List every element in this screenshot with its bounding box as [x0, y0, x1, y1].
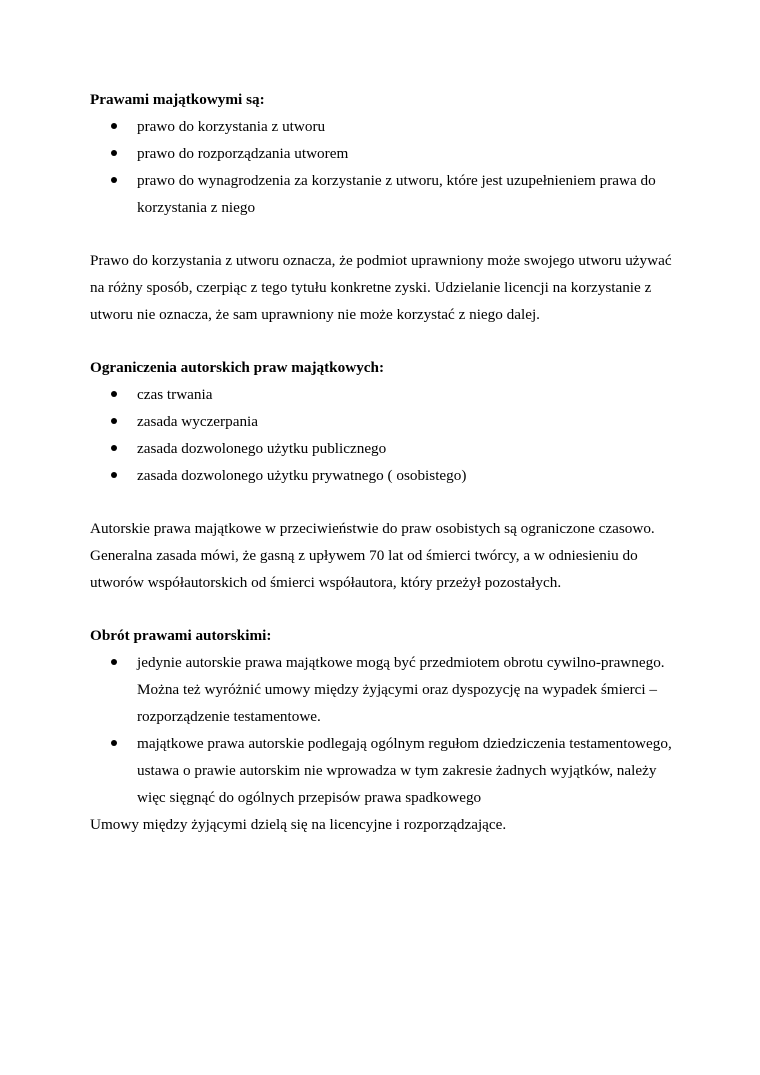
- list-item: [90, 649, 680, 730]
- section-heading-trading: Obrót prawami autorskimi:: [90, 627, 272, 644]
- bullet-icon: [111, 177, 117, 183]
- paragraph-right-to-use: Prawo do korzystania z utworu oznacza, że podmiot uprawniony może swojego utworu używać na różny sposób, czerpiąc z tego tytułu konkretne zyski. Udzielanie licencji na korzystanie z utworu nie oznacza, że sam uprawniony nie może korzystać z niego dalej.: [90, 252, 672, 323]
- list-item: [90, 408, 680, 435]
- bullet-icon: [111, 150, 117, 156]
- trading-list: [90, 649, 680, 811]
- list-item: [90, 140, 680, 167]
- list-item-text: zasada dozwolonego użytku prywatnego ( osobistego): [137, 467, 467, 484]
- bullet-icon: [111, 445, 117, 451]
- spacer: [90, 221, 680, 247]
- list-item-text: prawo do rozporządzania utworem: [137, 145, 349, 162]
- paragraph-agreements: Umowy między żyjącymi dzielą się na licencyjne i rozporządzające.: [90, 816, 507, 833]
- document-content: [90, 86, 680, 838]
- bullet-icon: [111, 740, 117, 746]
- list-item-text: jedynie autorskie prawa majątkowe mogą być przedmiotem obrotu cywilno-prawnego. Można też wyróżnić umowy między żyjącymi oraz dyspozycję na wypadek śmierci – rozporządzenie testamentowe.: [137, 654, 665, 725]
- list-item: [90, 435, 680, 462]
- bullet-icon: [111, 123, 117, 129]
- section-heading-property-rights: Prawami majątkowymi są:: [90, 91, 265, 108]
- list-item-text: zasada dozwolonego użytku publicznego: [137, 440, 387, 457]
- list-item: [90, 730, 680, 811]
- spacer: [90, 328, 680, 354]
- list-item: [90, 462, 680, 489]
- list-item: [90, 381, 680, 408]
- list-item-text: majątkowe prawa autorskie podlegają ogólnym regułom dziedziczenia testamentowego, ustawa o prawie autorskim nie wprowadza w tym zakresie żadnych wyjątków, należy więc sięgnąć do ogólnych przepisów prawa spadkowego: [137, 735, 672, 806]
- list-item: [90, 113, 680, 140]
- bullet-icon: [111, 418, 117, 424]
- list-item-text: czas trwania: [137, 386, 213, 403]
- list-item-text: prawo do wynagrodzenia za korzystanie z utworu, które jest uzupełnieniem prawa do korzystania z niego: [137, 172, 656, 216]
- list-item-text: zasada wyczerpania: [137, 413, 258, 430]
- spacer: [90, 596, 680, 622]
- bullet-icon: [111, 391, 117, 397]
- list-item-text: prawo do korzystania z utworu: [137, 118, 326, 135]
- limitations-list: [90, 381, 680, 489]
- spacer: [90, 489, 680, 515]
- bullet-icon: [111, 659, 117, 665]
- property-rights-list: [90, 113, 680, 221]
- paragraph-time-limits: Autorskie prawa majątkowe w przeciwieństwie do praw osobistych są ograniczone czasowo. Generalna zasada mówi, że gasną z upływem 70 lat od śmierci twórcy, a w odniesieniu do utworów współautorskich od śmierci współautora, który przeżył pozostałych.: [90, 520, 655, 591]
- list-item: [90, 167, 680, 221]
- bullet-icon: [111, 472, 117, 478]
- section-heading-limitations: Ograniczenia autorskich praw majątkowych:: [90, 359, 385, 376]
